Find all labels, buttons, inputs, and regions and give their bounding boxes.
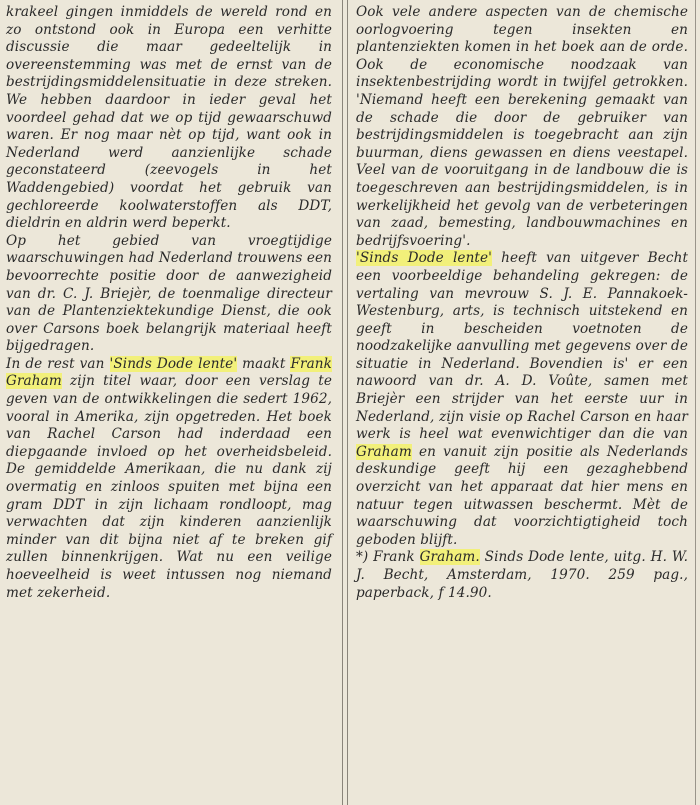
left-paragraph-1: krakeel gingen inmiddels de wereld rond en zo ontstond ook in Europa een verhitte discussie die maar gedeeltelijk in overeenstemming was met de ernst van de bestrijdingsmiddelensituatie in deze streken. We hebben daardoor in ieder geval het voordeel gehad dat we op tijd gewaarschuwd waren. Er nog maar nèt op tijd, want ook in Nederland werd aanzienlijke schade geconstateerd (zeevogels in het Waddengebied) voordat het gebruik van gechloreerde koolwaterstoffen als DDT, dieldrin en aldrin werd beperkt. <box>6 4 332 232</box>
footnote-mark: *) Frank <box>356 549 420 566</box>
p3-tail: Het boek van Rachel Carson had inderdaad een diepgaande invloed op het overheidsbeleid. De gemiddelde Amerikaan, die nu dank zij overmatig en zinloos spuiten met bijna een gram DDT in zijn lichaam rondloopt, mag verwachten dat zijn kinderen aanzienlijk minder van dit bijna niet af te breken gif zullen binnenkrijgen. Wat nu een veilige hoeveelheid is weet intussen nog niemand met zekerheid. <box>6 408 332 601</box>
p3-mid: maakt <box>237 355 291 372</box>
author-name-highlight: Frank Graham <box>6 355 332 390</box>
author-name-highlight-right: Graham <box>356 443 412 460</box>
book-title-highlight-right: 'Sinds Dode lente' <box>356 250 492 267</box>
footnote-author-highlight: Graham. <box>419 549 480 566</box>
right-column <box>356 4 688 602</box>
column-divider <box>342 0 348 805</box>
left-column <box>6 4 332 602</box>
p3-before: In de rest van <box>6 355 110 372</box>
right-edge-rule <box>695 0 696 805</box>
p2-a: heeft van uitgever Becht een voorbeeldige behandeling gekregen: de vertaling van mevrouw S. J. E. Pannakoek-Westenburg, arts, is technisch uitstekend en geeft in bescheiden voetnoten de noodzakelijke aanvulling met gegevens over de situatie in Nederland. Bovendien is' er een nawoord van dr. A. D. Voûte, samen met Briejèr een strijder van het eerste uur in Nederland, zijn visie op Rachel Carson en haar werk is heel wat evenwichtiger dan die van <box>356 250 689 443</box>
left-paragraph-3 <box>6 356 332 602</box>
right-paragraph-2 <box>356 250 688 549</box>
book-title-highlight: 'Sinds Dode lente' <box>109 355 238 372</box>
left-paragraph-2: Op het gebied van vroegtijdige waarschuwingen had Nederland trouwens een bevoorrechte positie door de aanwezigheid van dr. C. J. Briejèr, de toenmalige directeur van de Plantenziektekundige Dienst, die ook over Carsons boek belangrijk materiaal heeft bijgedragen. <box>6 232 332 355</box>
p2-b: en vanuit zijn positie als Nederlands deskundige geeft hij een gezaghebbend overzicht van het apparaat dat hier mens en natuur tegen uitwassen beschermt. Mèt de waarschuwing dat voorzichtigtigheid toch geboden blijft. <box>356 443 688 548</box>
right-paragraph-1: Ook vele andere aspecten van de chemische oorlogvoering tegen insekten en plantenziekten komen in het boek aan de orde. Ook de economische noodzaak van insektenbestrijding wordt in twijfel getrokken. 'Niemand heeft een berekening gemaakt van de schade die door de gebruiker van bestrijdingsmiddelen is toegebracht aan zijn buurman, diens gewassen en diens veestapel. Veel van de vooruitgang in de landbouw die is toegeschreven aan bestrijdingsmiddelen, is in werkelijkheid het gevolg van de verbeteringen van zaad, bemesting, landbouwmachines en bedrijfsvoering'. <box>356 4 688 249</box>
p3-after: zijn titel waar, door een verslag te geven van de ontwikkelingen die sedert 1962, vooral in Amerika, zijn opgetreden. <box>6 373 332 425</box>
footnote <box>356 549 688 602</box>
footnote-rest: Sinds Dode lente, uitg. H. W. J. Becht, Amsterdam, 1970. 259 pag., paperback, f 14.90. <box>356 549 689 601</box>
